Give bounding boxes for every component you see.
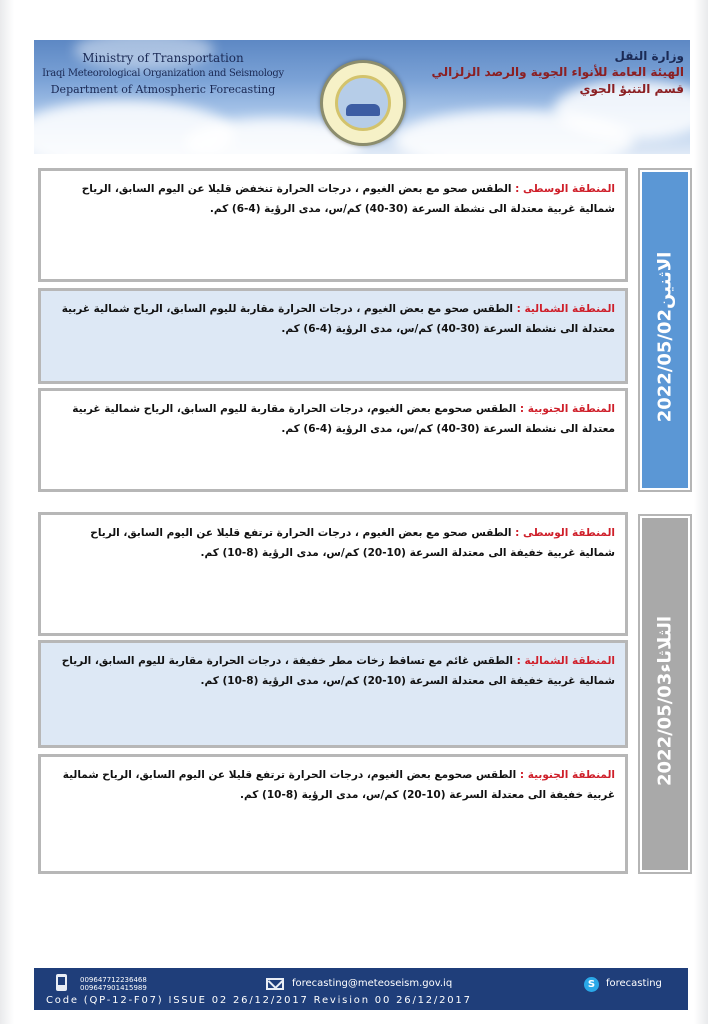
region-name: المنطقة الجنوبية : bbox=[519, 769, 615, 781]
organization-name-arabic: الهيئة العامة للأنواء الجوية والرصد الزلزالي bbox=[431, 65, 684, 79]
email-link[interactable]: forecasting@meteoseism.gov.iq bbox=[292, 978, 453, 989]
date-strip-day2 bbox=[640, 516, 690, 872]
region-name: المنطقة الوسطى : bbox=[515, 183, 615, 195]
day-forecast-monday bbox=[38, 168, 690, 492]
department-name-arabic: قسم التنبؤ الجوي bbox=[579, 82, 684, 96]
region-forecast-text: الطقس صحو مع بعض الغيوم ، درجات الحرارة ترتفع قليلا عن اليوم السابق، الرياح شمالية غربية خفيفة الى معتدلة السرعة (10-20) كم/س، مدى الرؤية (8-10) كم. bbox=[90, 527, 615, 559]
header-arabic bbox=[431, 48, 684, 98]
date-label: 2022/05/03 bbox=[654, 672, 676, 787]
department-name: Department of Atmospheric Forecasting bbox=[50, 83, 276, 96]
day-forecast-tuesday bbox=[38, 512, 690, 874]
region-name: المنطقة الوسطى : bbox=[515, 527, 615, 539]
header-banner bbox=[34, 40, 690, 154]
ministry-name-arabic: وزارة النقل bbox=[614, 49, 684, 63]
region-forecast-text: الطقس صحو مع بعض الغيوم ، درجات الحرارة مقاربة لليوم السابق، الرياح شمالية غربية معتدلة الى نشطة السرعة (30-40) كم/س، مدى الرؤية (4-6) كم. bbox=[61, 303, 615, 335]
region-forecast-text: الطقس صحو مع بعض الغيوم ، درجات الحرارة تنخفض قليلا عن اليوم السابق، الرياح شمالية غربية معتدلة الى نشطة السرعة (30-40) كم/س، مدى الرؤية (4-6) كم. bbox=[81, 183, 615, 215]
region-south-day1 bbox=[38, 388, 628, 492]
header-english bbox=[38, 50, 288, 98]
footer-bar bbox=[34, 968, 688, 1010]
ministry-name: Ministry of Transportation bbox=[82, 51, 244, 65]
organization-name: Iraqi Meteorological Organization and Seismology bbox=[42, 68, 284, 79]
region-south-day2 bbox=[38, 754, 628, 874]
region-north-day2 bbox=[38, 640, 628, 748]
meteorology-seal-icon bbox=[320, 60, 406, 146]
skype-icon: S bbox=[584, 977, 599, 992]
skype-handle[interactable]: forecasting bbox=[606, 978, 662, 989]
region-forecast-text: الطقس صحومع بعض الغيوم، درجات الحرارة ترتفع قليلا عن اليوم السابق، الرياح شمالية غربية خفيفة الى معتدلة السرعة (10-20) كم/س، مدى الرؤية (8-10) كم. bbox=[62, 769, 615, 801]
region-central-day2 bbox=[38, 512, 628, 636]
day-name: الاثنين bbox=[654, 251, 676, 309]
region-name: المنطقة الشمالية : bbox=[516, 303, 615, 315]
region-north-day1 bbox=[38, 288, 628, 384]
region-name: المنطقة الشمالية : bbox=[516, 655, 615, 667]
phone-number: 009647712236468 bbox=[80, 976, 147, 984]
date-strip-day1 bbox=[640, 170, 690, 490]
region-forecast-text: الطقس صحومع بعض الغيوم، درجات الحرارة مقاربة لليوم السابق، الرياح شمالية غربية معتدلة الى نشطة السرعة (30-40) كم/س، مدى الرؤية (4-6) كم. bbox=[72, 403, 615, 435]
date-label: 2022/05/02 bbox=[654, 308, 676, 423]
phone-icon bbox=[56, 974, 67, 991]
document-code: Code (QP-12-F07) ISSUE 02 26/12/2017 Revision 00 26/12/2017 bbox=[46, 995, 472, 1006]
region-name: المنطقة الجنوبية : bbox=[519, 403, 615, 415]
mail-icon bbox=[266, 978, 284, 990]
region-central-day1 bbox=[38, 168, 628, 282]
region-forecast-text: الطقس غائم مع تساقط زخات مطر خفيفة ، درجات الحرارة مقاربة لليوم السابق، الرياح شمالية غربية خفيفة الى معتدلة السرعة (10-20) كم/س، مدى الرؤية (8-10) كم. bbox=[61, 655, 615, 687]
phone-number: 009647901415989 bbox=[80, 984, 147, 992]
day-name: الثلاثاء bbox=[654, 615, 676, 673]
phone-numbers bbox=[80, 976, 147, 992]
